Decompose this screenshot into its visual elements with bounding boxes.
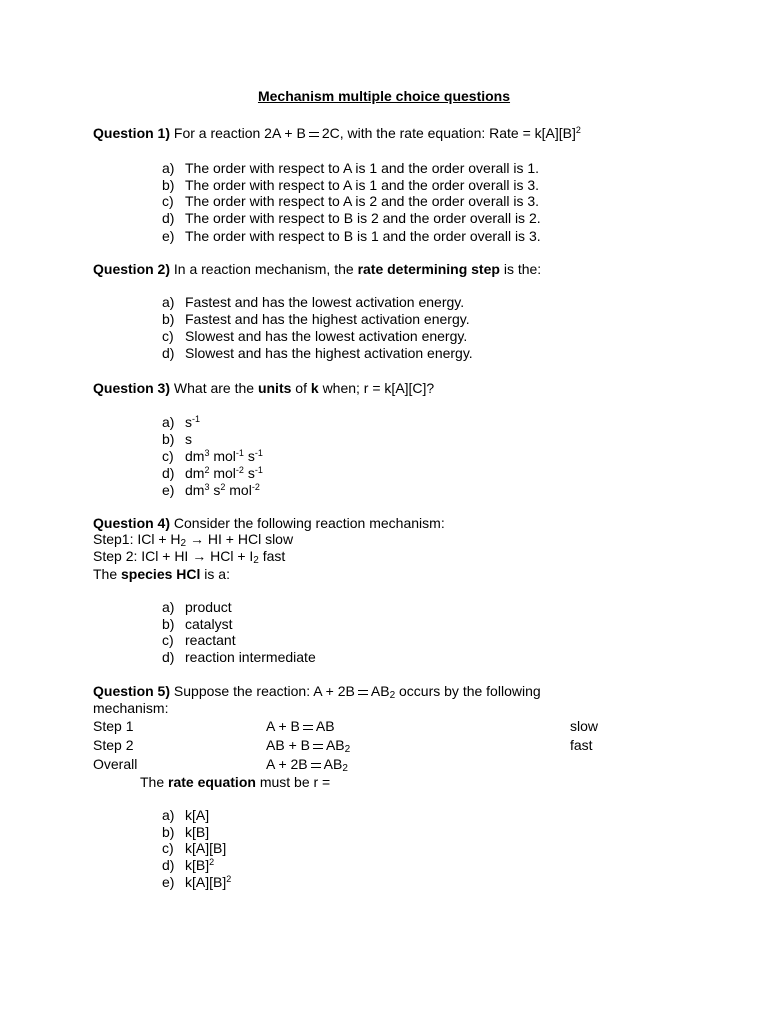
q5-option-a: a) k[A] <box>162 807 210 823</box>
equilibrium-arrow-icon <box>357 687 369 697</box>
page-title: Mechanism multiple choice questions <box>257 88 511 104</box>
q4-step-2: Step 2: ICl + HI → HCl + $I_2$ fast <box>93 548 286 566</box>
q3-option-c: c) $dm^3$ mol$^{-1}$ $s^{-1}$ <box>162 448 263 464</box>
q1-option-d: d) The order with respect to B is 2 and the order overall is 2. <box>162 210 541 226</box>
equilibrium-arrow-icon <box>302 722 314 732</box>
question-1-label: Question 1) <box>93 125 171 141</box>
question-2-label: Question 2) <box>93 261 171 277</box>
q3-option-e: e) $dm^3$ $s^2$ mol$^{-2}$ <box>162 482 260 498</box>
q5-step-1-speed: slow <box>570 718 599 734</box>
q5-option-b: b) k[B] <box>162 824 210 840</box>
q5-step-2-name: Step 2 <box>93 737 134 753</box>
q4-option-a: a) product <box>162 599 232 615</box>
q4-species-line: The species HCl is a: <box>93 566 230 582</box>
q5-step-1-name: Step 1 <box>93 718 134 734</box>
q3-option-b: b) s <box>162 431 192 447</box>
q5-step-2-equation: AB + B $AB_2$ <box>266 737 351 755</box>
q3-option-a: a) $s^{-1}$ <box>162 414 201 430</box>
q5-option-d: d) $k[B]^2$ <box>162 857 215 873</box>
question-1-exponent: 2 <box>575 125 581 135</box>
question-3: Question 3) What are the units of k when; r = k[A][C]? <box>93 380 435 396</box>
q1-option-a: a) The order with respect to A is 1 and the order overall is 1. <box>162 160 540 176</box>
question-3-label: Question 3) <box>93 380 171 396</box>
q5-rate-equation-line: The rate equation must be r = <box>140 774 331 790</box>
question-1-text-a: For a reaction 2A + B <box>173 125 306 141</box>
q5-step-1-equation: A + B AB <box>266 718 335 734</box>
equilibrium-arrow-icon <box>308 129 320 139</box>
q5-overall-equation: A + 2B $AB_2$ <box>266 756 348 774</box>
q5-step-2-speed: fast <box>570 737 593 753</box>
question-1-text-b: 2C, with the rate equation: Rate = k[A][B] <box>321 125 576 141</box>
rate-determining-step-term: rate determining step <box>357 261 500 277</box>
q4-step-1: Step1: ICl + $H_2$ → HI + HCl slow <box>93 531 294 549</box>
q5-option-e: e) $k[A][B]^2$ <box>162 874 232 890</box>
q1-option-e: e) The order with respect to B is 1 and the order overall is 3. <box>162 228 541 244</box>
question-1 <box>93 125 581 142</box>
q1-option-b: b) The order with respect to A is 1 and the order overall is 3. <box>162 177 540 193</box>
q5-overall-name: Overall <box>93 756 138 772</box>
equilibrium-arrow-icon <box>310 760 322 770</box>
question-5-line-2: mechanism: <box>93 700 169 716</box>
q2-option-a: a) Fastest and has the lowest activation energy. <box>162 294 465 310</box>
q4-option-b: b) catalyst <box>162 616 233 632</box>
q1-option-c: c) The order with respect to A is 2 and the order overall is 3. <box>162 193 540 209</box>
equilibrium-arrow-icon <box>312 741 324 751</box>
question-5: Question 5) Suppose the reaction: A + 2B $AB_2$ occurs by the following <box>93 683 541 701</box>
question-4-label: Question 4) <box>93 515 171 531</box>
q3-option-d: d) $dm^2$ mol$^{-2}$ $s^{-1}$ <box>162 465 263 481</box>
question-2: Question 2) In a reaction mechanism, the rate determining step is the: <box>93 261 542 277</box>
q4-option-d: d) reaction intermediate <box>162 649 316 665</box>
q2-option-d: d) Slowest and has the highest activation energy. <box>162 345 473 361</box>
question-4: Question 4) Consider the following reaction mechanism: <box>93 515 445 531</box>
q2-option-c: c) Slowest and has the lowest activation energy. <box>162 328 468 344</box>
q2-option-b: b) Fastest and has the highest activation energy. <box>162 311 470 327</box>
q5-option-c: c) k[A][B] <box>162 840 227 856</box>
question-5-label: Question 5) <box>93 683 171 699</box>
q4-option-c: c) reactant <box>162 632 236 648</box>
